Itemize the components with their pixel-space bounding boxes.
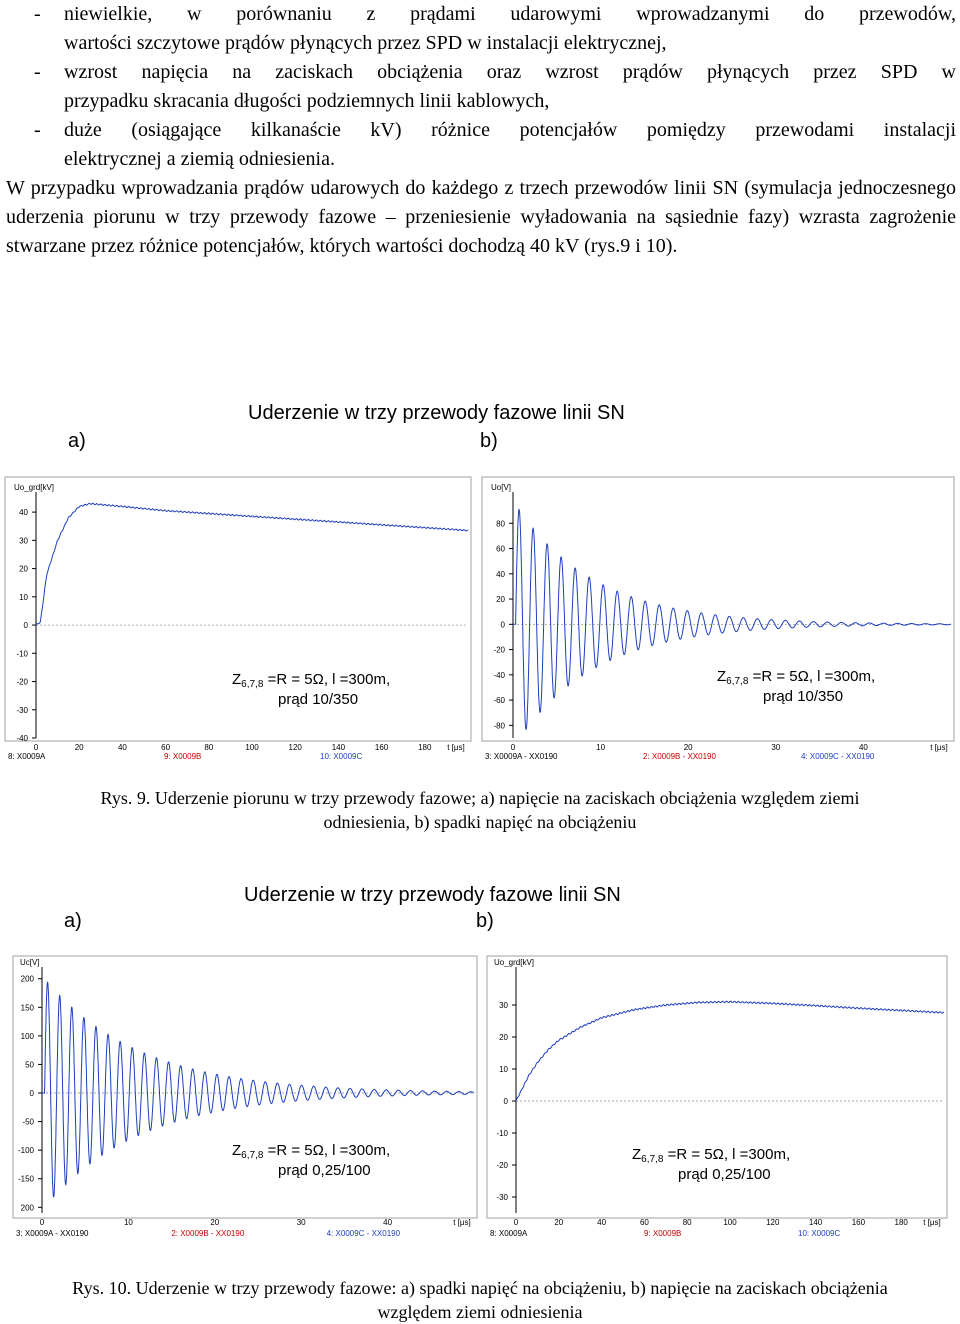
panel-label-b: b) xyxy=(476,910,494,932)
x-axis-label: t [μs] xyxy=(447,743,465,752)
y-tick-label: -20 xyxy=(16,677,28,687)
legend-entry: 8: X0009A xyxy=(490,1229,528,1238)
y-tick-label: -80 xyxy=(493,721,505,731)
x-tick-label: 20 xyxy=(554,1218,564,1227)
panel-label-a: a) xyxy=(68,430,86,452)
y-tick-label: 40 xyxy=(19,508,28,518)
y-tick-label: 100 xyxy=(20,1031,34,1041)
y-tick-label: 10 xyxy=(499,1065,508,1074)
y-tick-label: 150 xyxy=(20,1003,34,1013)
chart-frame xyxy=(5,477,471,741)
bullet-line: elektrycznej a ziemią odniesienia. xyxy=(64,148,335,170)
bullet-line: duże (osiągające kilkanaście kV) różnice potencjałów pomiędzy przewodami instalacji xyxy=(64,119,956,141)
body-paragraph: W przypadku wprowadzania prądów udarowych do każdego z trzech przewodów linii SN (symulacja jednoczesnego uderzenia piorunu w trzy przewody fazowe – przeniesienie wyładowania na sąsiednie fazy) wzrasta zagrożenie stwarzane przez różnice potencjałów, których wartości dochodzą 40 kV (rys.9 i 10). xyxy=(6,177,956,257)
x-tick-label: 40 xyxy=(383,1218,393,1227)
bullet-line: przypadku skracania długości podziemnych linii kablowych, xyxy=(64,90,550,112)
x-tick-label: 0 xyxy=(510,743,516,752)
y-tick-label: 40 xyxy=(496,569,505,579)
y-tick-label: 0 xyxy=(503,1097,508,1106)
x-tick-label: 30 xyxy=(771,743,781,752)
caption-line: względem ziemi odniesienia xyxy=(377,1302,583,1322)
figure-caption xyxy=(0,1276,960,1324)
y-tick-label: -10 xyxy=(496,1129,508,1138)
y-tick-label: -10 xyxy=(16,649,28,659)
annotation-line: prąd 10/350 xyxy=(763,688,844,705)
y-tick-label: 30 xyxy=(19,536,28,546)
x-tick-label: 0 xyxy=(39,1218,45,1227)
x-tick-label: 140 xyxy=(331,743,346,752)
y-tick-label: 0 xyxy=(29,1089,34,1098)
x-tick-label: 20 xyxy=(683,743,693,752)
x-axis-label: t [μs] xyxy=(923,1218,941,1227)
panel-label-b: b) xyxy=(480,430,498,452)
panel-label-a: a) xyxy=(64,910,82,932)
annotation-line: $Z_{6,7,8} =R = 5\Omega$, l =300m, xyxy=(632,1146,791,1165)
bullet-line: wartości szczytowe prądów płynących przez SPD w instalacji elektrycznej, xyxy=(64,32,667,54)
y-tick-label: 20 xyxy=(499,1033,508,1042)
legend-entry: 2: X0009B - XX0190 xyxy=(643,752,716,761)
annotation-line: $Z_{6,7,8} =R = 5\Omega$, l =300m, xyxy=(717,668,876,687)
y-axis-label: Uo_grd[kV] xyxy=(14,483,55,492)
x-tick-label: 100 xyxy=(245,743,259,752)
x-tick-label: 160 xyxy=(374,743,389,752)
annotation-line: prąd 0,25/100 xyxy=(678,1166,771,1183)
x-tick-label: 80 xyxy=(204,743,214,752)
x-tick-label: 10 xyxy=(123,1218,133,1227)
legend-entry: 10: X0009C xyxy=(320,752,363,761)
x-tick-label: 60 xyxy=(639,1218,649,1227)
y-tick-label: 10 xyxy=(19,592,28,602)
y-tick-label: 200 xyxy=(20,974,34,984)
x-tick-label: 140 xyxy=(808,1218,823,1227)
legend-entry: 3: X0009A - XX0190 xyxy=(485,752,558,761)
y-tick-label: -50 xyxy=(22,1117,34,1127)
y-tick-label: -60 xyxy=(493,696,505,706)
chart-fig9b xyxy=(481,476,955,764)
figure-caption xyxy=(0,786,960,834)
x-tick-label: 40 xyxy=(597,1218,607,1227)
y-axis-label: Uo_grd[kV] xyxy=(494,958,535,967)
y-tick-label: 30 xyxy=(499,1001,508,1010)
x-tick-label: 0 xyxy=(33,743,39,752)
x-tick-label: 10 xyxy=(596,743,606,752)
chart-fig10a xyxy=(12,955,478,1241)
x-tick-label: 160 xyxy=(851,1218,866,1227)
y-tick-label: -30 xyxy=(496,1193,508,1202)
y-tick-label: 60 xyxy=(496,544,505,554)
y-axis-label: Uo[V] xyxy=(491,483,512,492)
chart-frame xyxy=(13,956,477,1218)
chart-frame xyxy=(482,477,954,741)
bullet-item xyxy=(0,0,960,58)
legend-entry: 4: X0009C - XX0190 xyxy=(801,752,875,761)
y-tick-label: 0 xyxy=(500,620,505,630)
x-tick-label: 0 xyxy=(513,1218,519,1227)
legend-entry: 10: X0009C xyxy=(798,1229,841,1238)
x-tick-label: 120 xyxy=(288,743,302,752)
chart-fig9a xyxy=(4,476,472,764)
y-tick-label: 20 xyxy=(496,595,505,605)
y-tick-label: -20 xyxy=(493,645,505,655)
bullet-dash: - xyxy=(34,119,41,141)
x-tick-label: 20 xyxy=(210,1218,220,1227)
x-tick-label: 100 xyxy=(723,1218,737,1227)
x-axis-label: t [μs] xyxy=(930,743,948,752)
figure-title: Uderzenie w trzy przewody fazowe linii SN xyxy=(244,884,621,906)
y-tick-label: -40 xyxy=(16,734,28,743)
caption-line: Rys. 9. Uderzenie piorunu w trzy przewody fazowe; a) napięcie na zaciskach obciążenia względem ziemi xyxy=(100,788,860,808)
annotation-line: prąd 10/350 xyxy=(278,691,359,708)
chart-fig10b xyxy=(486,955,948,1241)
legend-entry: 9: X0009B xyxy=(164,752,202,761)
x-tick-label: 20 xyxy=(74,743,84,752)
x-tick-label: 30 xyxy=(296,1218,306,1227)
y-tick-label: -150 xyxy=(17,1174,34,1184)
legend-entry: 4: X0009C - XX0190 xyxy=(326,1229,401,1238)
y-axis-label: Uc[V] xyxy=(20,958,40,967)
y-tick-label: 0 xyxy=(23,621,28,631)
x-tick-label: 60 xyxy=(161,743,171,752)
bullet-dash: - xyxy=(34,3,41,25)
bullet-item xyxy=(0,58,960,116)
x-tick-label: 120 xyxy=(766,1218,780,1227)
y-tick-label: -100 xyxy=(17,1146,34,1156)
y-tick-label: 20 xyxy=(19,564,28,574)
legend-entry: 9: X0009B xyxy=(644,1229,682,1238)
y-tick-label: -30 xyxy=(16,705,28,715)
legend-entry: 2: X0009B - XX0190 xyxy=(171,1229,245,1238)
annotation-line: prąd 0,25/100 xyxy=(278,1162,371,1179)
x-tick-label: 180 xyxy=(418,743,432,752)
y-tick-label: -20 xyxy=(496,1161,508,1170)
caption-line: odniesienia, b) spadki napięć na obciążeniu xyxy=(323,812,637,832)
x-tick-label: 40 xyxy=(117,743,127,752)
bullet-line: wzrost napięcia na zaciskach obciążenia oraz wzrost prądów płynących przez SPD w xyxy=(64,61,956,83)
bullet-dash: - xyxy=(34,61,41,83)
bullet-item xyxy=(0,116,960,174)
legend-entry: 8: X0009A xyxy=(8,752,46,761)
x-tick-label: 80 xyxy=(682,1218,692,1227)
legend-entry: 3: X0009A - XX0190 xyxy=(16,1229,89,1238)
y-tick-label: -40 xyxy=(493,670,505,680)
x-axis-label: t [μs] xyxy=(453,1218,471,1227)
bullet-line: niewielkie, w porównaniu z prądami udarowymi wprowadzanymi do przewodów, xyxy=(64,3,956,25)
y-tick-label: 200 xyxy=(20,1203,34,1213)
x-tick-label: 40 xyxy=(858,743,868,752)
x-tick-label: 180 xyxy=(894,1218,908,1227)
annotation-line: $Z_{6,7,8} =R = 5\Omega$, l =300m, xyxy=(232,1142,391,1161)
caption-line: Rys. 10. Uderzenie w trzy przewody fazowe: a) spadki napięć na obciążeniu, b) napięcie na zaciskach obciążenia xyxy=(72,1278,888,1298)
y-tick-label: 50 xyxy=(25,1060,34,1070)
figure-title: Uderzenie w trzy przewody fazowe linii SN xyxy=(248,402,625,424)
annotation-line: $Z_{6,7,8} =R = 5\Omega$, l =300m, xyxy=(232,671,391,690)
y-tick-label: 80 xyxy=(496,519,505,529)
